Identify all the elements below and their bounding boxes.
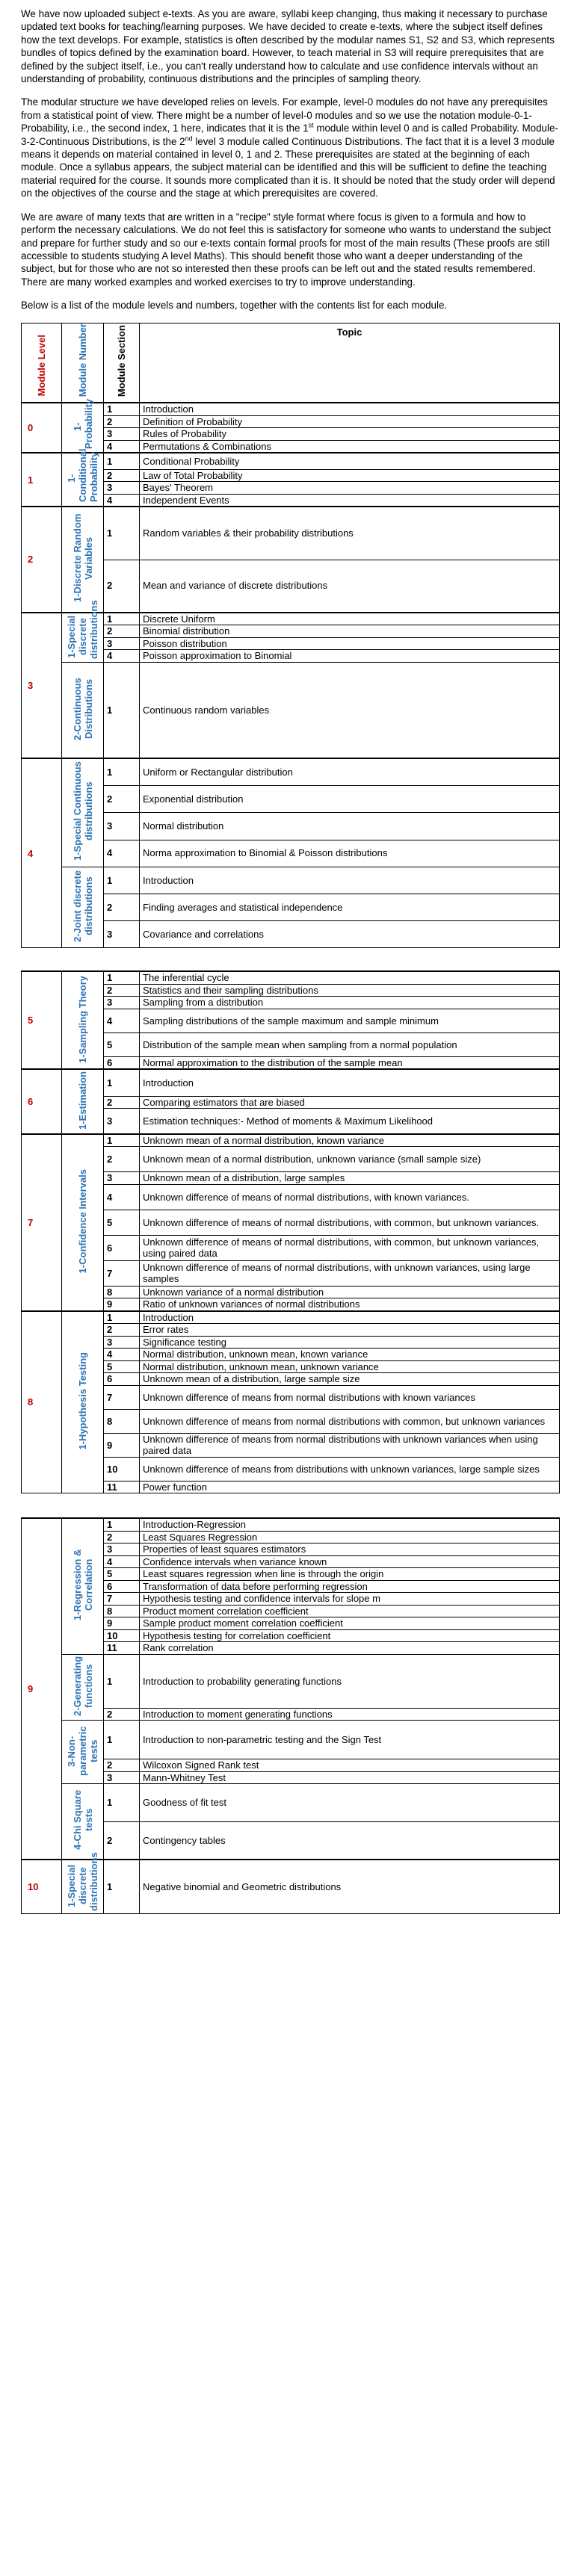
module-section-cell: 3 [104, 1544, 140, 1556]
table-row [22, 1654, 560, 1708]
table-row [22, 613, 560, 625]
intro-p2-part-a: The modular structure we have developed relies on levels. For example, level-0 modules do not have any prerequisites from a statistical point of view. There might be a number of level-0 modules and so we use the notation module-0-1-Probability, i.e., the second index, 1 here, indicates that it is the 1 [21, 96, 548, 134]
module-section-cell: 2 [104, 1759, 140, 1772]
topic-cell: Unknown mean of a distribution, large samples [140, 1172, 560, 1185]
module-section-cell: 2 [104, 1531, 140, 1544]
module-number-label: 3-Non-parametric tests [66, 1726, 99, 1776]
module-number-label: 1-Sampling Theory [77, 975, 88, 1063]
document-page [21, 0, 559, 1914]
topic-cell: Hypothesis testing for correlation coefficient [140, 1629, 560, 1642]
topic-cell: Comparing estimators that are biased [140, 1096, 560, 1109]
module-section-cell: 2 [104, 415, 140, 428]
topic-cell: Normal distribution, unknown mean, known variance [140, 1349, 560, 1361]
topic-cell: Unknown mean of a distribution, large sample size [140, 1373, 560, 1386]
module-section-cell: 3 [104, 997, 140, 1009]
topic-cell: Introduction [140, 867, 560, 894]
topic-cell: Unknown mean of a normal distribution, unknown variance (small sample size) [140, 1147, 560, 1172]
header-module-level: Module Level [22, 323, 62, 403]
topic-cell: Conditional Probability [140, 453, 560, 469]
module-section-cell: 3 [104, 428, 140, 441]
module-section-cell: 1 [104, 507, 140, 560]
module-section-cell: 3 [104, 637, 140, 650]
topic-cell: Random variables & their probability distributions [140, 507, 560, 560]
table-row [22, 1784, 560, 1822]
module-section-cell: 4 [104, 1184, 140, 1210]
topic-cell: Unknown difference of means of normal distributions, with unknown variances, using large samples [140, 1260, 560, 1286]
module-section-cell: 2 [104, 560, 140, 613]
ordinal-suffix-st: st [308, 121, 314, 129]
topic-cell: Unknown difference of means from normal distributions with common, but unknown variances [140, 1409, 560, 1433]
topic-cell: Unknown difference of means of normal distributions, with common, but unknown variances. [140, 1210, 560, 1235]
module-section-cell: 4 [104, 440, 140, 453]
topic-cell: Least Squares Regression [140, 1531, 560, 1544]
topic-cell: Unknown variance of a normal distribution [140, 1286, 560, 1298]
table-header-row [22, 323, 560, 403]
module-number-cell [62, 599, 104, 663]
module-level-cell: 9 [22, 1518, 62, 1860]
module-level-cell: 1 [22, 453, 62, 507]
topic-cell: Definition of Probability [140, 415, 560, 428]
module-section-cell: 1 [104, 1784, 140, 1822]
topic-cell: Goodness of fit test [140, 1784, 560, 1822]
topic-cell: Hypothesis testing and confidence intervals for slope m [140, 1593, 560, 1606]
module-section-cell: 2 [104, 625, 140, 638]
module-section-cell: 1 [104, 1069, 140, 1096]
module-number-cell [62, 867, 104, 948]
module-number-label: 1-Hypothesis Testing [77, 1352, 88, 1450]
table-row [22, 758, 560, 785]
module-section-cell: 7 [104, 1593, 140, 1606]
topic-cell: Finding averages and statistical independence [140, 894, 560, 920]
module-section-cell: 1 [104, 1311, 140, 1324]
module-number-label: 4-Chi Square tests [71, 1790, 94, 1851]
module-number-cell [62, 971, 104, 1069]
topic-cell: Discrete Uniform [140, 613, 560, 625]
module-number-cell [62, 662, 104, 758]
table-row [22, 1134, 560, 1147]
module-number-label: 2-Continuous Distributions [71, 677, 94, 740]
intro-p2-part-b: module within level 0 and is called Probability. Module-3-2-Continuous Distributions, is the 2 [21, 123, 558, 147]
module-number-cell [62, 1518, 104, 1654]
module-section-cell: 2 [104, 1096, 140, 1109]
module-number-cell [62, 1721, 104, 1784]
table-row [22, 403, 560, 415]
topic-cell: Mann-Whitney Test [140, 1771, 560, 1784]
table-row [22, 662, 560, 758]
module-section-cell: 3 [104, 921, 140, 948]
module-section-cell: 6 [104, 1056, 140, 1069]
module-number-label: 1-Confidence Intervals [77, 1168, 88, 1274]
table-row [22, 1069, 560, 1096]
topic-cell: Rank correlation [140, 1642, 560, 1655]
topic-cell: Sample product moment correlation coefficient [140, 1617, 560, 1630]
ordinal-suffix-nd: nd [185, 134, 193, 143]
intro-paragraph-1: We have now uploaded subject e-texts. As you are aware, syllabi keep changing, thus making it necessary to purchase updated text books for teaching/learning purposes. We have decided to create e-texts, where the subject itself defines how the text develops. For example, statistics is often described by the modular names S1, S2 and S3, which represents bundles of topics defined by the examination board. However, to teach material in S3 will require prerequisites that are defined by the subject itself, i.e., you can't really understand how to calculate and use confidence intervals without an understanding of probability, continuous distributions and the principles of sampling theory. [21, 8, 555, 85]
module-contents-table [21, 323, 560, 1915]
module-number-cell [62, 448, 104, 507]
topic-cell: Introduction [140, 1311, 560, 1324]
table-group-separator [22, 948, 560, 972]
module-section-cell: 5 [104, 1360, 140, 1373]
module-section-cell: 4 [104, 1349, 140, 1361]
module-number-label: 1-Special Continuous distributions [71, 761, 94, 861]
module-number-cell [62, 1311, 104, 1493]
module-number-cell [62, 398, 104, 453]
module-section-cell: 2 [104, 984, 140, 997]
topic-cell: Law of Total Probability [140, 469, 560, 482]
module-section-cell: 6 [104, 1373, 140, 1386]
module-section-cell: 4 [104, 1555, 140, 1568]
topic-cell: Introduction to non-parametric testing and the Sign Test [140, 1721, 560, 1759]
topic-cell: Sampling distributions of the sample maximum and sample minimum [140, 1009, 560, 1032]
table-row [22, 453, 560, 469]
module-section-cell: 11 [104, 1642, 140, 1655]
topic-cell: Continuous random variables [140, 662, 560, 758]
module-section-cell: 1 [104, 1860, 140, 1914]
module-level-cell: 10 [22, 1860, 62, 1914]
module-section-cell: 5 [104, 1032, 140, 1056]
topic-cell: Negative binomial and Geometric distributions [140, 1860, 560, 1914]
module-level-cell: 2 [22, 507, 62, 613]
topic-cell: Least squares regression when line is through the origin [140, 1568, 560, 1581]
table-row [22, 507, 560, 560]
module-section-cell: 6 [104, 1235, 140, 1260]
module-number-label: 1-Regression & Correlation [71, 1549, 94, 1621]
header-topic: Topic [140, 323, 560, 403]
module-section-cell: 4 [104, 1009, 140, 1032]
module-level-cell: 5 [22, 971, 62, 1069]
module-section-cell: 3 [104, 482, 140, 495]
module-number-label: 1-Special discrete distributions [66, 1852, 99, 1911]
module-section-cell: 11 [104, 1481, 140, 1493]
intro-p2-part-c: level 3 module called Continuous Distributions. The fact that it is a level 3 module means it depends on material contained in level 0, 1 and 2. These prerequisites are stated at the beginning of each module. Once a syllabus appears, the subject material can be identified and this will be sufficient to define the teaching material required for the course. It sounds more complicated than it is. It should be noted that the study order will depend on the objectives of the course and the stage at which prerequisites are covered. [21, 135, 555, 199]
topic-cell: Unknown difference of means from normal distributions with unknown variances when using paired data [140, 1433, 560, 1457]
module-section-cell: 9 [104, 1298, 140, 1311]
module-section-cell: 1 [104, 403, 140, 415]
module-section-cell: 4 [104, 650, 140, 663]
topic-cell: Independent Events [140, 494, 560, 507]
topic-cell: Rules of Probability [140, 428, 560, 441]
topic-cell: Introduction to moment generating functions [140, 1708, 560, 1721]
topic-cell: Poisson approximation to Binomial [140, 650, 560, 663]
module-section-cell: 2 [104, 894, 140, 920]
topic-cell: Distribution of the sample mean when sampling from a normal population [140, 1032, 560, 1056]
module-number-cell [62, 1654, 104, 1721]
module-number-label: 1-Probability [71, 398, 94, 450]
topic-cell: Mean and variance of discrete distributions [140, 560, 560, 613]
module-level-cell: 4 [22, 758, 62, 948]
module-section-cell: 1 [104, 1134, 140, 1147]
topic-cell: Sampling from a distribution [140, 997, 560, 1009]
module-section-cell: 2 [104, 1147, 140, 1172]
module-section-cell: 5 [104, 1568, 140, 1581]
intro-paragraph-2 [21, 96, 559, 199]
module-section-cell: 9 [104, 1433, 140, 1457]
module-number-cell [62, 758, 104, 867]
topic-cell: Unknown difference of means of normal distributions, with known variances. [140, 1184, 560, 1210]
module-section-cell: 5 [104, 1210, 140, 1235]
topic-cell: Statistics and their sampling distributions [140, 984, 560, 997]
module-section-cell: 8 [104, 1409, 140, 1433]
module-section-cell: 1 [104, 1518, 140, 1531]
separator-cell [22, 948, 560, 972]
topic-cell: Binomial distribution [140, 625, 560, 638]
module-section-cell: 7 [104, 1260, 140, 1286]
module-section-cell: 2 [104, 1821, 140, 1860]
module-section-cell: 10 [104, 1629, 140, 1642]
module-section-cell: 3 [104, 1109, 140, 1134]
module-section-cell: 8 [104, 1286, 140, 1298]
topic-cell: Ratio of unknown variances of normal distributions [140, 1298, 560, 1311]
topic-cell: Estimation techniques:- Method of moments & Maximum Likelihood [140, 1109, 560, 1134]
module-number-cell [62, 1784, 104, 1860]
topic-cell: Error rates [140, 1324, 560, 1337]
table-row [22, 1721, 560, 1759]
table-row [22, 1518, 560, 1531]
module-section-cell: 2 [104, 1324, 140, 1337]
topic-cell: Exponential distribution [140, 786, 560, 813]
module-section-cell: 4 [104, 494, 140, 507]
topic-cell: Power function [140, 1481, 560, 1493]
topic-cell: Introduction [140, 403, 560, 415]
topic-cell: Normal distribution, unknown mean, unknown variance [140, 1360, 560, 1373]
module-section-cell: 7 [104, 1385, 140, 1409]
module-section-cell: 3 [104, 1771, 140, 1784]
module-section-cell: 1 [104, 758, 140, 785]
module-number-label: 1-Discrete Random Variables [71, 514, 94, 603]
topic-cell: Transformation of data before performing regression [140, 1580, 560, 1593]
header-module-section: Module Section [104, 323, 140, 403]
module-section-cell: 2 [104, 1708, 140, 1721]
module-level-cell: 0 [22, 403, 62, 453]
topic-cell: Introduction to probability generating functions [140, 1654, 560, 1708]
module-section-cell: 9 [104, 1617, 140, 1630]
topic-cell: Poisson distribution [140, 637, 560, 650]
topic-cell: Bayes' Theorem [140, 482, 560, 495]
module-section-cell: 1 [104, 1654, 140, 1708]
module-level-cell: 8 [22, 1311, 62, 1493]
module-section-cell: 3 [104, 1172, 140, 1185]
topic-cell: Normal approximation to the distribution of the sample mean [140, 1056, 560, 1069]
table-row [22, 1311, 560, 1324]
table-row [22, 867, 560, 894]
table-row [22, 1860, 560, 1914]
topic-cell: Permutations & Combinations [140, 440, 560, 453]
module-number-label: 1-Conditional Probability [66, 448, 99, 503]
module-section-cell: 1 [104, 1721, 140, 1759]
module-section-cell: 3 [104, 1336, 140, 1349]
topic-cell: Unknown mean of a normal distribution, known variance [140, 1134, 560, 1147]
topic-cell: Product moment correlation coefficient [140, 1605, 560, 1617]
module-section-cell: 6 [104, 1580, 140, 1593]
intro-paragraph-3: We are aware of many texts that are written in a "recipe" style format where focus is given to a formula and how to perform the necessary calculations. We do not feel this is satisfactory for someone who wants to understand the subject and prepare for further study and so our e-texts contain formal proofs for most of the main results (These proofs are still accessible to students studying A level Maths). This should benefit those who want a deeper understanding of the subject, but for those who are not so interested then these proofs can be left out and the stated results remembered. There are many worked examples and worked exercises to try to improve understanding. [21, 211, 552, 288]
module-section-cell: 1 [104, 662, 140, 758]
topic-cell: Unknown difference of means from distributions with unknown variances, large sample sizes [140, 1457, 560, 1481]
separator-cell [22, 1493, 560, 1519]
topic-cell: Norma approximation to Binomial & Poisson distributions [140, 840, 560, 867]
topic-cell: Properties of least squares estimators [140, 1544, 560, 1556]
module-section-cell: 1 [104, 971, 140, 984]
module-number-label: 2-Generating functions [71, 1656, 94, 1716]
module-number-label: 1-Estimation [77, 1071, 88, 1130]
table-group-separator [22, 1493, 560, 1519]
topic-cell: Unknown difference of means of normal distributions, with common, but unknown variances, using paired data [140, 1235, 560, 1260]
module-section-cell: 2 [104, 469, 140, 482]
module-section-cell: 1 [104, 613, 140, 625]
module-section-cell: 10 [104, 1457, 140, 1481]
topic-cell: Unknown difference of means from normal distributions with known variances [140, 1385, 560, 1409]
topic-cell: Significance testing [140, 1336, 560, 1349]
topic-cell: Confidence intervals when variance known [140, 1555, 560, 1568]
topic-cell: Wilcoxon Signed Rank test [140, 1759, 560, 1772]
module-number-cell [62, 1852, 104, 1914]
topic-cell: Contingency tables [140, 1821, 560, 1860]
module-number-label: 2-Joint discrete distributions [71, 870, 94, 942]
module-section-cell: 3 [104, 813, 140, 840]
module-level-cell: 3 [22, 613, 62, 759]
module-number-cell [62, 507, 104, 613]
module-section-cell: 2 [104, 786, 140, 813]
module-number-label: 1-Special discrete distributions [66, 599, 99, 659]
module-section-cell: 8 [104, 1605, 140, 1617]
topic-cell: Covariance and correlations [140, 921, 560, 948]
topic-cell: Normal distribution [140, 813, 560, 840]
topic-cell: Introduction-Regression [140, 1518, 560, 1531]
module-section-cell: 1 [104, 867, 140, 894]
topic-cell: Uniform or Rectangular distribution [140, 758, 560, 785]
topic-cell: The inferential cycle [140, 971, 560, 984]
module-level-cell: 6 [22, 1069, 62, 1134]
module-number-cell [62, 1134, 104, 1311]
topic-cell: Introduction [140, 1069, 560, 1096]
module-section-cell: 1 [104, 453, 140, 469]
module-level-cell: 7 [22, 1134, 62, 1311]
intro-paragraph-4: Below is a list of the module levels and numbers, together with the contents list for each module. [21, 300, 448, 312]
module-section-cell: 4 [104, 840, 140, 867]
header-module-number: Module Number [62, 323, 104, 403]
module-number-cell [62, 1069, 104, 1134]
table-row [22, 971, 560, 984]
